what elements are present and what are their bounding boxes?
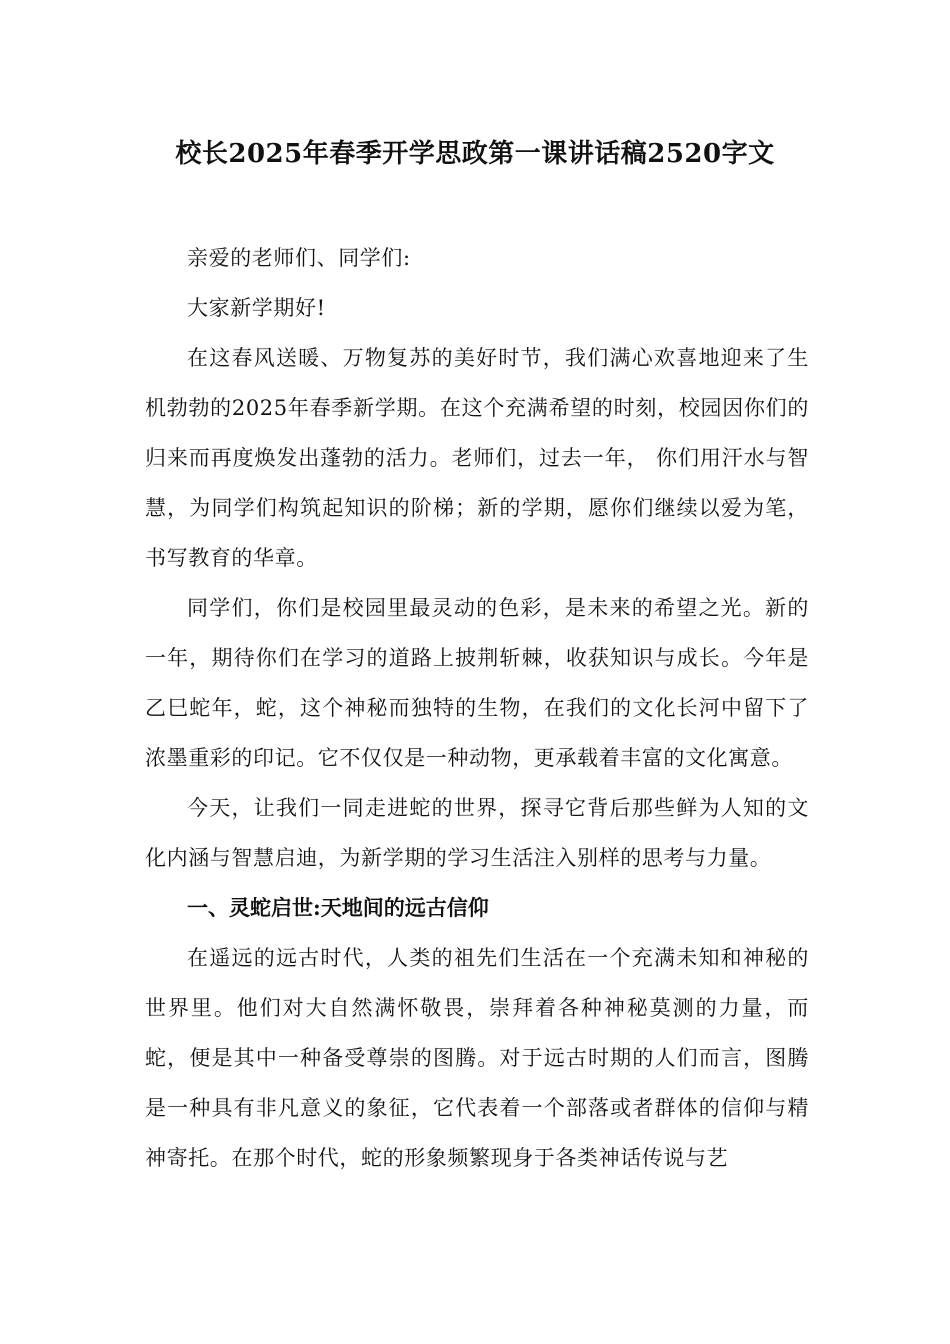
document-body bbox=[145, 233, 809, 1183]
body-paragraph: 今天，让我们一同走进蛇的世界，探寻它背后那些鲜为人知的文化内涵与智慧启迪，为新学期的学习生活注入别样的思考与力量。 bbox=[145, 796, 809, 870]
body-paragraph: 在这春风送暖、万物复苏的美好时节，我们满心欢喜地迎来了生机勃勃的2025年春季新学期。在这个充满希望的时刻，校园因你们的归来而再度焕发出蓬勃的活力。老师们，过去一年， 你们用汗水与智慧，为同学们构筑起知识的阶梯；新的学期，愿你们继续以爱为笔，书写教育的华章。 bbox=[145, 346, 809, 570]
section-paragraph: 在遥远的远古时代，人类的祖先们生活在一个充满未知和神秘的世界里。他们对大自然满怀敬畏，崇拜着各种神秘莫测的力量，而蛇，便是其中一种备受尊崇的图腾。对于远古时期的人们而言，图腾是一种具有非凡意义的象征，它代表着一个部落或者群体的信仰与精神寄托。在那个时代，蛇的形象频繁现身于各类神话传说与艺 bbox=[145, 946, 809, 1170]
section-heading: 一、灵蛇启世:天地间的远古信仰 bbox=[187, 895, 489, 920]
document-title: 校长2025年春季开学思政第一课讲话稿2520字文 bbox=[175, 139, 775, 169]
body-paragraph: 同学们，你们是校园里最灵动的色彩，是未来的希望之光。新的一年，期待你们在学习的道路上披荆斩棘，收获知识与成长。今年是乙巳蛇年，蛇，这个神秘而独特的生物，在我们的文化长河中留下了浓墨重彩的印记。它不仅仅是一种动物，更承载着丰富的文化寓意。 bbox=[145, 596, 809, 770]
salutation-paragraph: 大家新学期好! bbox=[187, 296, 326, 320]
greeting-paragraph: 亲爱的老师们、同学们: bbox=[187, 246, 411, 270]
